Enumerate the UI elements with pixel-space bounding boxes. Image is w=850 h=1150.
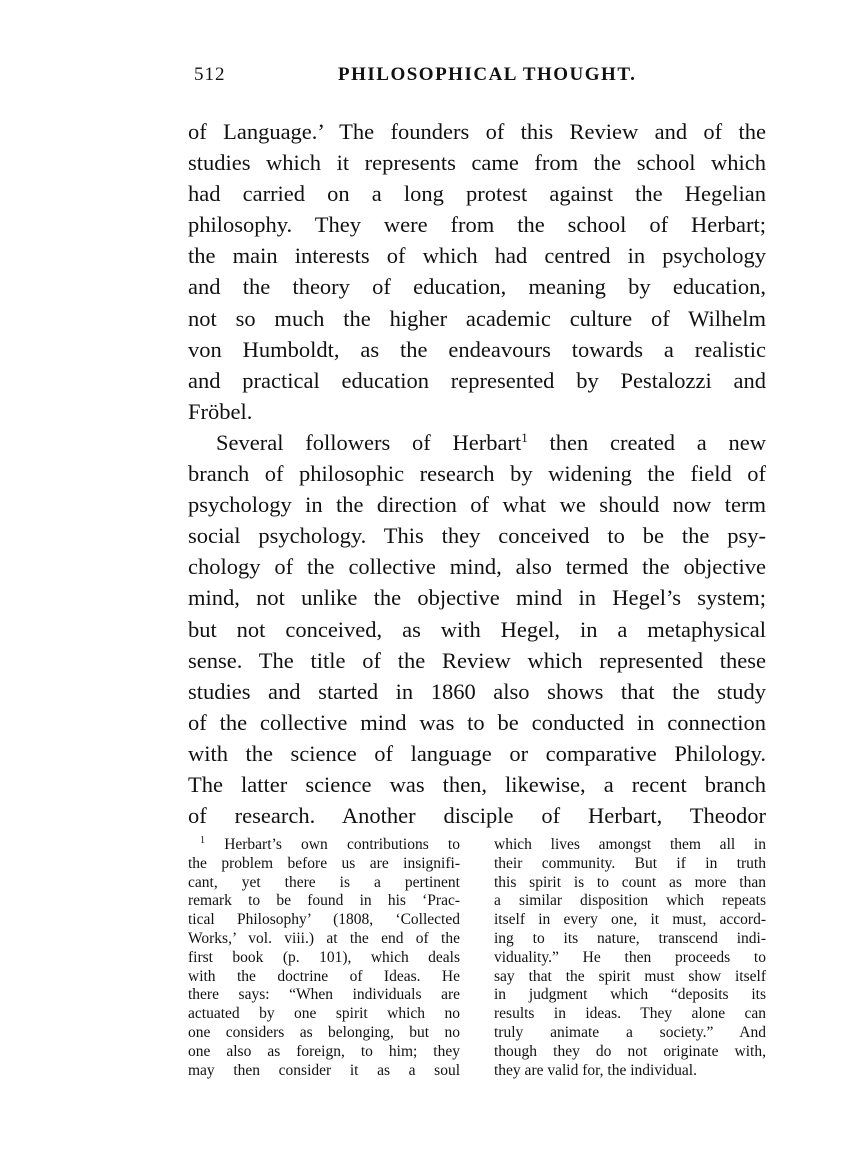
text-line: the main interests of which had centred in psychology [188,243,766,269]
text-line: psychology in the direction of what we should now term [188,492,766,518]
footnotes [188,836,766,1080]
footnote-line: cant, yet there is a pertinent [188,873,460,891]
text-line: mind, not unlike the objective mind in Hegel’s system; [188,585,766,611]
text-line: studies and started in 1860 also shows that the study [188,678,766,704]
footnote-line: there says: “When individuals are [188,986,460,1004]
text-line: had carried on a long protest against the Hegelian [188,181,766,207]
footnote-line: though they do not originate with, [494,1042,766,1060]
text-line: of the collective mind was to be conducted in connection [188,709,766,735]
body-text [188,116,766,831]
text-line: and the theory of education, meaning by education, [188,274,766,300]
footnote-line: in judgment which “deposits its [494,986,766,1004]
footnote-line: a similar disposition which repeats [494,892,766,910]
text-line: not so much the higher academic culture of Wilhelm [188,305,766,331]
text-line: studies which it represents came from the school which [188,150,766,176]
footnote-line: which lives amongst them all in [494,836,766,853]
text-line-with-footnote-ref [188,427,766,458]
paragraph-1 [188,116,766,427]
footnote-line: with the doctrine of Ideas. He [188,967,460,985]
text-line: of research. Another disciple of Herbart, Theodor [188,803,766,829]
text-fragment: Herbart’s own contributions to [205,836,460,853]
text-line: von Humboldt, as the endeavours towards a realistic [188,336,766,362]
text-line: philosophy. They were from the school of Herbart; [188,212,766,238]
footnote-line: remark to be found in his ‘Prac- [188,892,460,910]
page-number: 512 [194,64,226,85]
footnote-line: truly animate a society.” And [494,1023,766,1041]
footnote-line: ing to its nature, transcend indi- [494,929,766,947]
footnote-line: one also as foreign, to him; they [188,1042,460,1060]
footnote-line: they are valid for, the individual. [494,1061,697,1079]
footnote-line: results in ideas. They alone can [494,1005,766,1023]
footnote-line: the problem before us are insignifi- [188,854,460,872]
text-line: The latter science was then, likewise, a recent branch [188,771,766,797]
footnote-reference: 1 [521,429,528,445]
footnote-line: say that the spirit must show itself [494,967,766,985]
paragraph-2 [188,427,766,831]
footnote-line: tical Philosophy’ (1808, ‘Collected [188,911,460,929]
text-line: branch of philosophic research by widening the field of [188,461,766,487]
footnote-line: their community. But if in truth [494,854,766,872]
text-fragment: then created a new [527,429,766,455]
footnote-line: first book (p. 101), which deals [188,948,460,966]
text-line: chology of the collective mind, also termed the objective [188,554,766,580]
text-line: Fröbel. [188,398,253,424]
text-line: sense. The title of the Review which represented these [188,647,766,673]
page-body [188,116,766,831]
text-line: and practical education represented by Pestalozzi and [188,367,766,393]
text-line: of Language.’ The founders of this Review and of the [188,119,766,144]
footnote-line: may then consider it as a soul [188,1061,460,1079]
footnote-line: Works,’ vol. viii.) at the end of the [188,929,460,947]
footnote-column-left [188,836,460,1080]
footnote-line: viduality.” He then proceeds to [494,948,766,966]
footnote-line: actuated by one spirit which no [188,1005,460,1023]
footnote-line: one considers as belonging, but no [188,1023,460,1041]
footnote-column-right [494,836,766,1080]
running-title: PHILOSOPHICAL THOUGHT. [338,64,637,85]
text-line: social psychology. This they conceived to be the psy- [188,523,766,549]
footnote-line: itself in every one, it must, accord- [494,911,766,929]
footnote-marker: 1 [200,835,205,846]
footnote-line: this spirit is to count as more than [494,873,766,891]
running-head [188,60,766,90]
text-line: with the science of language or comparative Philology. [188,740,766,766]
footnote-line [188,836,460,855]
text-line: but not conceived, as with Hegel, in a metaphysical [188,616,766,642]
text-fragment: Several followers of Herbart [216,429,522,455]
